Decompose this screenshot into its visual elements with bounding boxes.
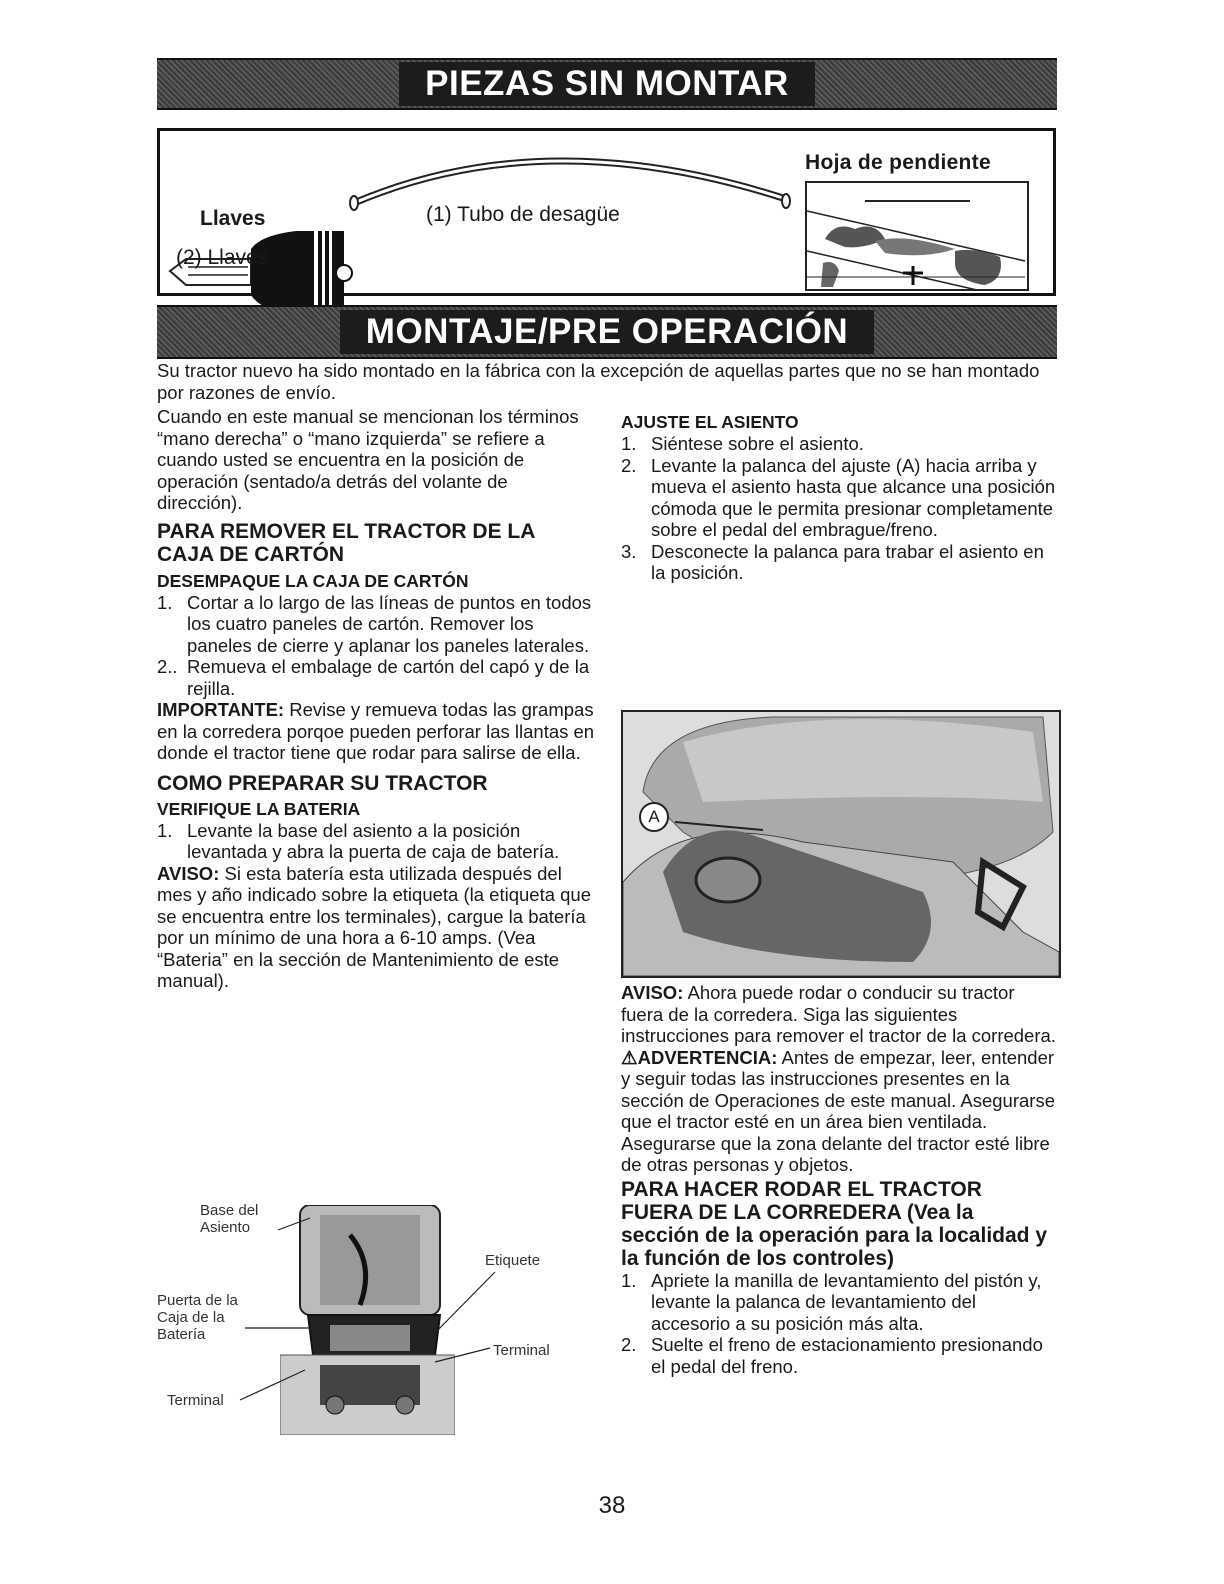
label-terminal-left: Terminal: [167, 1392, 224, 1409]
list-item: 1. Siéntese sobre el asiento.: [621, 433, 864, 454]
heading-roll-tractor: PARA HACER RODAR EL TRACTOR FUERA DE LA CORREDERA (Vea la sección de la operación para la localidad y la función de los controles): [621, 1177, 1047, 1270]
label-seat-base: Base del Asiento: [200, 1202, 259, 1236]
loose-parts-box: [157, 128, 1056, 296]
label-terminal-right: Terminal: [493, 1342, 550, 1359]
list-item: 3. Desconecte la palanca para trabar el asiento en la posición.: [621, 540, 1044, 583]
page-number: 38: [598, 1492, 626, 1519]
section-title: PIEZAS SIN MONTAR: [399, 62, 815, 106]
list-item: 1. Levante la base del asiento a la posición levantada y abra la puerta de caja de batería.: [157, 819, 560, 862]
slope-sheet-title: Hoja de pendiente: [805, 151, 991, 174]
roll-notice-paragraph: AVISO: Ahora puede rodar o conducir su tractor fuera de la corredera. Siga las siguientes instrucciones para remover el tractor de la corredera.: [621, 982, 1056, 1046]
header-banner-assembly: [157, 305, 1057, 359]
heading-prepare-tractor: COMO PREPARAR SU TRACTOR: [157, 771, 488, 795]
label-battery-door: Puerta de la Caja de la Batería: [157, 1292, 238, 1343]
drain-tube-caption: (1) Tubo de desagüe: [426, 203, 620, 226]
hand-orientation-paragraph: Cuando en este manual se mencionan los términos “mano derecha” o “mano izquierda” se refiere a cuando usted se encuentra en la posición de operación (sentado/a detrás del volante de dirección).: [157, 406, 579, 513]
callout-a: A: [639, 802, 669, 832]
heading-unpack: DESEMPAQUE LA CAJA DE CARTÓN: [157, 570, 469, 591]
battery-figure-leaders: [150, 1200, 570, 1440]
seat-illustration: [623, 712, 1059, 976]
seat-steps: [621, 433, 1057, 584]
warning-paragraph: ⚠ADVERTENCIA: Antes de empezar, leer, entender y seguir todas las instrucciones presentes en la sección de Operaciones de este manual. Asegurarse que el tractor esté en un área bien ventilada. Asegurarse que la zona delante del tractor esté libre de otras personas y objetos.: [621, 1046, 1055, 1175]
roll-steps: [621, 1270, 1057, 1378]
list-item: 2. Suelte el freno de estacionamiento presionando el pedal del freno.: [621, 1334, 1043, 1377]
heading-remove-tractor: PARA REMOVER EL TRACTOR DE LA CAJA DE CARTÓN: [157, 519, 535, 566]
header-banner-parts: [157, 58, 1057, 110]
slope-sheet-illustration: [805, 181, 1029, 291]
intro-paragraph: Su tractor nuevo ha sido montado en la fábrica con la excepción de aquellas partes que no se han montado por razones de envío.: [157, 360, 1040, 403]
keys-title: Llaves: [200, 207, 266, 230]
list-item: 2.. Remueva el embalage de cartón del capó y de la rejilla.: [157, 656, 590, 699]
battery-steps: [157, 820, 597, 863]
right-column-bottom: [621, 982, 1057, 1377]
right-column-top: [621, 412, 1057, 584]
list-item: 1. Apriete la manilla de levantamiento del pistón y, levante la palanca de levantamiento del accesorio a su posición más alta.: [621, 1269, 1042, 1334]
keys-caption: (2) Llaves: [176, 246, 269, 269]
list-item: 1. Cortar a lo largo de las líneas de puntos en todos los cuatro paneles de cartón. Remover los paneles de cierre y aplanar los paneles laterales.: [157, 591, 592, 656]
warning-icon: ⚠: [621, 1046, 638, 1068]
battery-notice-paragraph: AVISO: Si esta batería esta utilizada después del mes y año indicado sobre la etiqueta (la etiqueta que se encuentra entre los terminales), cargue la batería por un mínimo de una hora a 6-10 amps. (Vea “Bateria” en la sección de Mantenimiento de este manual).: [157, 862, 592, 991]
important-paragraph: IMPORTANTE: Revise y remueva todas las grampas en la corredera porqoe pueden perforar las llantas en donde el tractor tiene que rodar para salirse de ella.: [157, 699, 595, 763]
label-etiquete: Etiquete: [485, 1252, 541, 1269]
heading-check-battery: VERIFIQUE LA BATERIA: [157, 798, 361, 819]
section-title: MONTAJE/PRE OPERACIÓN: [340, 310, 874, 354]
seat-adjust-figure: [621, 710, 1061, 978]
heading-adjust-seat: AJUSTE EL ASIENTO: [621, 412, 799, 432]
list-item: 2. Levante la palanca del ajuste (A) hacia arriba y mueva el asiento hasta que alcance una posición cómoda que le permita presionar completamente sobre el pedal del embrague/freno.: [621, 454, 1056, 540]
left-column: [157, 406, 597, 992]
unpack-steps: [157, 592, 597, 700]
